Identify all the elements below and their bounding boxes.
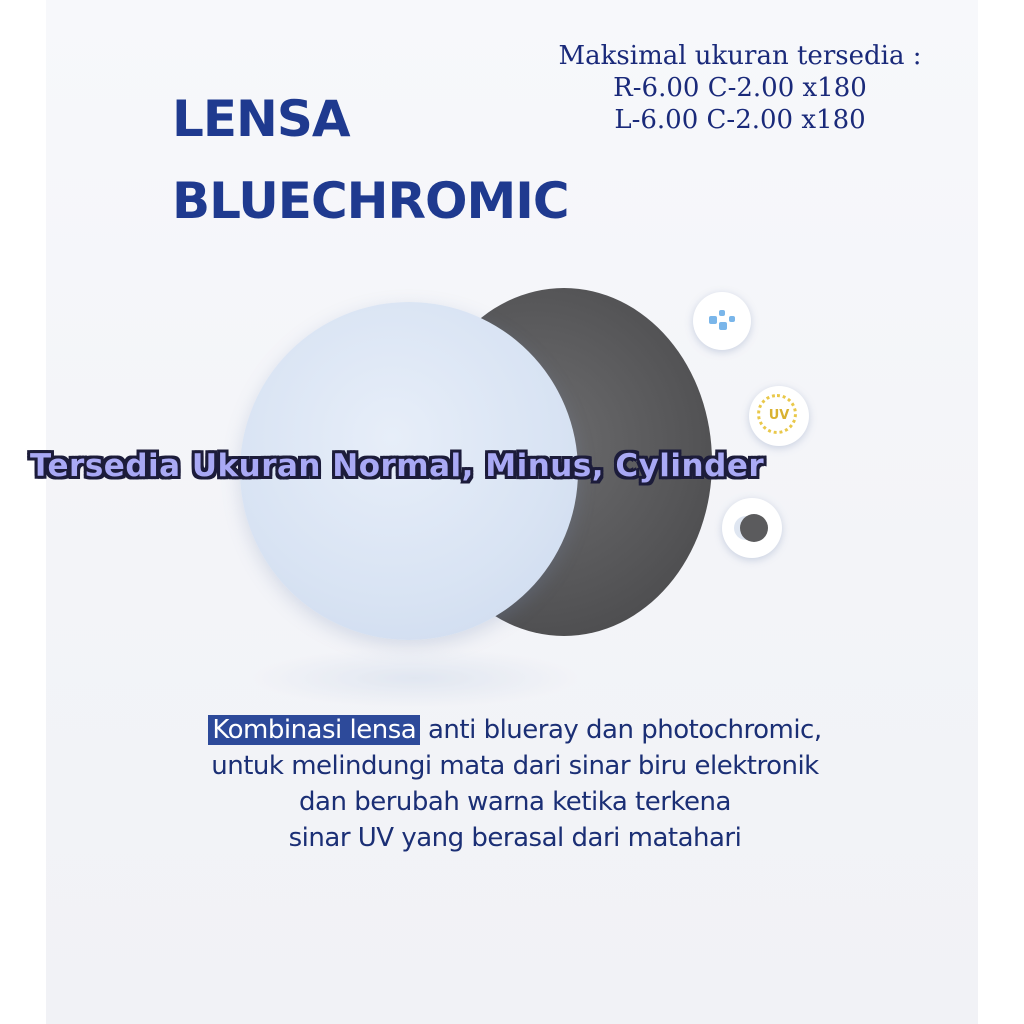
- available-sizes-banner: Tersedia Ukuran Normal, Minus, Cylinder: [30, 448, 765, 484]
- description-highlight: Kombinasi lensa: [208, 715, 420, 745]
- blue-light-icon: [707, 306, 737, 336]
- product-title-line2: BLUECHROMIC: [172, 172, 569, 230]
- uv-label: UV: [768, 408, 790, 423]
- description-line3: dan berubah warna ketika terkena: [299, 787, 731, 817]
- blue-light-badge: [693, 292, 751, 350]
- description-line1: [120, 712, 910, 748]
- description-line4: sinar UV yang berasal dari matahari: [288, 823, 742, 853]
- max-size-heading: Maksimal ukuran tersedia :: [558, 41, 922, 71]
- product-title-line1: LENSA: [172, 90, 350, 148]
- description-line2: untuk melindungi mata dari sinar biru elektronik: [211, 751, 819, 781]
- max-size-right: R-6.00 C-2.00 x180: [613, 73, 867, 103]
- max-size-info: [480, 40, 1000, 136]
- description-line1-rest: anti blueray dan photochromic,: [427, 715, 822, 745]
- product-description: [120, 712, 910, 856]
- uv-badge: [749, 386, 809, 446]
- tint-lens-icon: [740, 514, 768, 542]
- max-size-left: L-6.00 C-2.00 x180: [614, 105, 866, 135]
- lens-reflection: [250, 648, 580, 708]
- tint-badge: [722, 498, 782, 558]
